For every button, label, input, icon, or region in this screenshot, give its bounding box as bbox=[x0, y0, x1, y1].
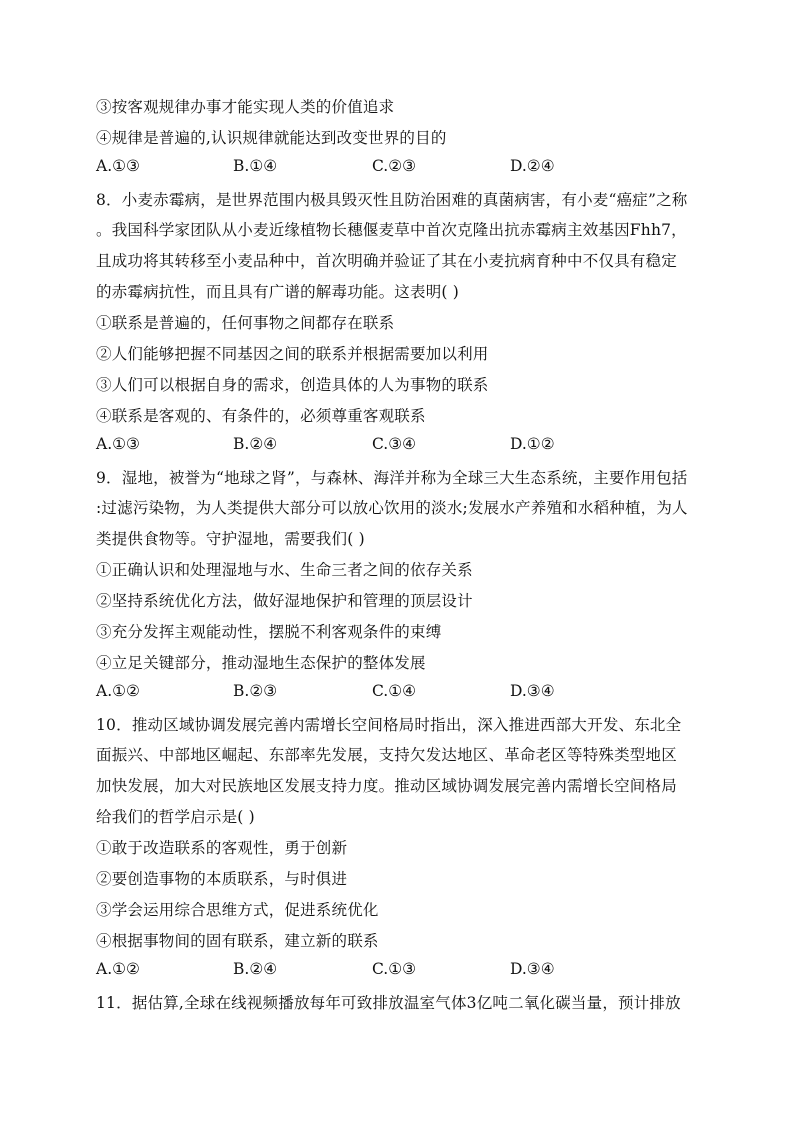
q7-options bbox=[96, 157, 696, 181]
q9-option-c: C.①④ bbox=[372, 682, 417, 700]
q10-item-3: ③学会运用综合思维方式，促进系统优化 bbox=[96, 901, 379, 919]
q10-stem-line: 10．推动区域协调发展完善内需增长空间格局时指出，深入推进西部大开发、东北全 bbox=[96, 716, 682, 734]
q9-stem-line: :过滤污染物，为人类提供大部分可以放心饮用的淡水;发展水产养殖和水稻种植，为人 bbox=[96, 499, 688, 517]
q7-option-d: D.②④ bbox=[510, 157, 555, 175]
q8-item-2: ②人们能够把握不同基因之间的联系并根据需要加以利用 bbox=[96, 345, 489, 363]
q9-option-d: D.③④ bbox=[510, 682, 555, 700]
q10-option-b: B.②④ bbox=[233, 960, 278, 978]
q10-item-1: ①敢于改造联系的客观性，勇于创新 bbox=[96, 839, 348, 857]
q11-stem-line: 11．据估算,全球在线视频播放每年可致排放温室气体3亿吨二氧化碳当量，预计排放 bbox=[96, 994, 681, 1012]
q8-item-1: ①联系是普遍的，任何事物之间都存在联系 bbox=[96, 314, 395, 332]
q8-stem-line: 。我国科学家团队从小麦近缘植物长穗偃麦草中首次克隆出抗赤霉病主效基因Fhh7， bbox=[96, 221, 687, 239]
q9-option-b: B.②③ bbox=[233, 682, 278, 700]
q8-item-4: ④联系是客观的、有条件的，必须尊重客观联系 bbox=[96, 407, 426, 425]
q8-option-b: B.②④ bbox=[233, 435, 278, 453]
q8-stem-line: 的赤霉病抗性，而且具有广谱的解毒功能。这表明( ) bbox=[96, 283, 460, 301]
q7-item-4: ④规律是普遍的,认识规律就能达到改变世界的目的 bbox=[96, 129, 447, 147]
q8-stem-line: 且成功将其转移至小麦品种中，首次明确并验证了其在小麦抗病育种中不仅具有稳定 bbox=[96, 252, 677, 270]
q7-option-c: C.②③ bbox=[372, 157, 417, 175]
q10-stem-line: 面振兴、中部地区崛起、东部率先发展，支持欠发达地区、革命老区等特殊类型地区 bbox=[96, 746, 677, 764]
q7-item-3: ③按客观规律办事才能实现人类的价值追求 bbox=[96, 98, 395, 116]
q9-stem-line: 9．湿地，被誉为“地球之肾”，与森林、海洋并称为全球三大生态系统，主要作用包括 bbox=[96, 469, 688, 487]
q9-options bbox=[96, 682, 696, 706]
q9-item-2: ②坚持系统优化方法，做好湿地保护和管理的顶层设计 bbox=[96, 592, 473, 610]
q8-option-a: A.①③ bbox=[96, 435, 140, 453]
q10-stem-line: 给我们的哲学启示是( ) bbox=[96, 808, 255, 826]
q9-item-1: ①正确认识和处理湿地与水、生命三者之间的依存关系 bbox=[96, 561, 473, 579]
q8-option-d: D.①② bbox=[510, 435, 555, 453]
q10-item-4: ④根据事物间的固有联系，建立新的联系 bbox=[96, 932, 379, 950]
q10-option-d: D.③④ bbox=[510, 960, 555, 978]
q8-option-c: C.③④ bbox=[372, 435, 417, 453]
q7-option-a: A.①③ bbox=[96, 157, 140, 175]
q8-options bbox=[96, 435, 696, 459]
q8-item-3: ③人们可以根据自身的需求，创造具体的人为事物的联系 bbox=[96, 376, 489, 394]
q10-item-2: ②要创造事物的本质联系，与时俱进 bbox=[96, 870, 348, 888]
q10-option-a: A.①② bbox=[96, 960, 140, 978]
q9-stem-line: 类提供食物等。守护湿地，需要我们( ) bbox=[96, 530, 365, 548]
q9-item-4: ④立足关键部分，推动湿地生态保护的整体发展 bbox=[96, 654, 426, 672]
q8-stem-line: 8．小麦赤霉病，是世界范围内极具毁灭性且防治困难的真菌病害，有小麦“癌症”之称 bbox=[96, 191, 688, 209]
q9-item-3: ③充分发挥主观能动性，摆脱不利客观条件的束缚 bbox=[96, 623, 442, 641]
q9-option-a: A.①② bbox=[96, 682, 140, 700]
q10-options bbox=[96, 960, 696, 984]
q10-stem-line: 加快发展，加大对民族地区发展支持力度。推动区域协调发展完善内需增长空间格局 bbox=[96, 777, 677, 795]
q10-option-c: C.①③ bbox=[372, 960, 417, 978]
q7-option-b: B.①④ bbox=[233, 157, 278, 175]
